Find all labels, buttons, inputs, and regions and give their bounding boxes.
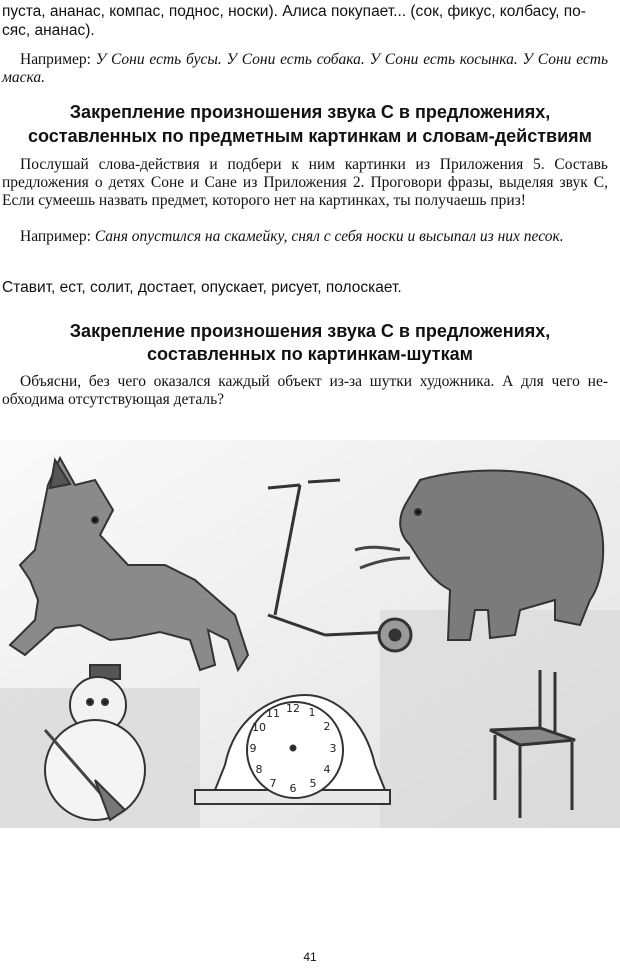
verbs-list: Ставит, ест, солит, достает, опускает, рисует, полоскает. <box>2 279 402 296</box>
clock-number-12: 12 <box>286 702 300 715</box>
example-paragraph-1 <box>2 51 608 87</box>
intro-text-continuation: пуста, ананас, компас, поднос, носки). Алиса покупает... (сок, фикус, колбасу, по-сяс, ананас). <box>2 3 586 39</box>
clock-number-7: 7 <box>269 777 277 790</box>
clock-number-6: 6 <box>289 782 297 795</box>
joke-pictures-illustration <box>0 440 620 828</box>
section-2-instruction: Объясни, без чего оказался каждый объект из-за шутки художника. А для чего не-обходима отсутствующая деталь? <box>2 373 608 408</box>
clock-number-3: 3 <box>329 742 337 755</box>
clock-number-9: 9 <box>249 742 257 755</box>
section-2-heading-line-1: Закрепление произношения звука С в предложениях, <box>69 321 551 341</box>
example-text: У Сони есть бусы. У Сони есть собака. У Сони есть косынка. У Сони есть маска. <box>2 51 608 86</box>
section-1-heading-line-2: составленных по предметным картинкам и словам-действиям <box>28 126 592 146</box>
section-1-heading-line-1: Закрепление произношения звука С в предложениях, <box>69 102 551 122</box>
clock-number-11: 11 <box>266 707 280 720</box>
example-label: Например: <box>20 228 91 245</box>
clock-number-2: 2 <box>323 720 331 733</box>
section-1-instruction: Послушай слова-действия и подбери к ним картинки из Приложения 5. Составь предложения о детях Соне и Сане из Приложения 2. Проговори фразы, выделяя звук С, Если сумеешь назвать предмет, которого нет на картинках, ты получаешь приз! <box>2 156 608 209</box>
clock-number-8: 8 <box>255 763 263 776</box>
example-label: Например: <box>20 51 91 68</box>
clock-number-1: 1 <box>308 706 316 719</box>
section-1-example <box>2 228 608 246</box>
section-2-heading-line-2: составленных по картинкам-шуткам <box>147 344 473 364</box>
example-text: Саня опустился на скамейку, снял с себя носки и высыпал из них песок. <box>94 228 564 245</box>
page-number: 41 <box>303 950 317 964</box>
clock-number-5: 5 <box>309 777 317 790</box>
clock-number-4: 4 <box>323 763 331 776</box>
clock-number-10: 10 <box>252 721 266 734</box>
